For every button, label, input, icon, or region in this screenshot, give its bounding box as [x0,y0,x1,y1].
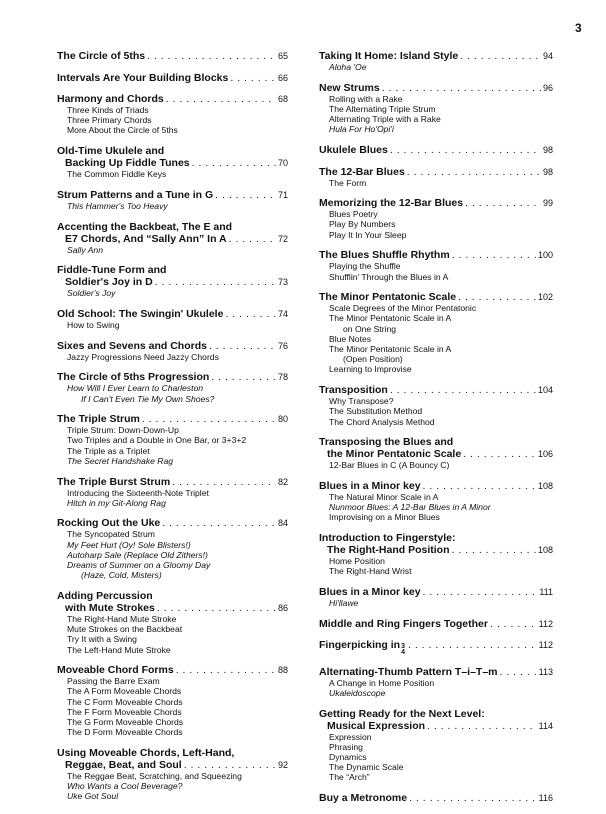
toc-entry-heading [57,664,288,676]
dot-leader [460,50,541,62]
toc-subtopic: 12-Bar Blues in C (A Bouncy C) [329,460,450,471]
toc-subtopic: The C Form Moveable Chords [67,696,183,707]
toc-entry-page: 82 [277,476,288,487]
toc-entry[interactable] [319,436,553,470]
toc-entry-page: 88 [277,665,288,676]
toc-entry-page: 66 [277,72,288,83]
toc-subtopic: The Substitution Method [329,406,423,417]
dot-leader [408,639,537,651]
toc-entry-title-line: Old-Time Ukulele and [57,145,165,158]
toc-entry-page: 84 [277,518,288,529]
toc-entry-heading [57,72,288,84]
toc-right-column [319,50,553,814]
toc-entry-title: The Minor Pentatonic Scale [319,291,457,304]
toc-entry-title-line: Accenting the Backbeat, The E and [57,220,233,233]
toc-entry-heading [319,82,553,94]
toc-entry[interactable] [57,476,288,508]
toc-song-title: The Secret Handshake Rag [67,455,174,466]
toc-subtopic: The Dynamic Scale [329,762,404,773]
toc-entry-heading [319,291,553,303]
toc-subtopic: Passing the Barre Exam [67,676,160,687]
toc-subtopic: How to Swing [67,319,120,330]
toc-subtopic: The F Form Moveable Chords [67,706,182,717]
toc-subtopic: The Alternating Triple Strum [329,103,436,114]
toc-entry-heading [57,517,288,529]
toc-entry-page: 111 [539,586,553,597]
toc-subtopic: Playing the Shuffle [329,261,401,272]
dot-leader [142,413,276,425]
toc-subtopic: Expression [329,731,372,742]
toc-subtopic: The Minor Pentatonic Scale in A [329,344,452,355]
toc-entry-title-line: Adding Percussion [57,589,153,602]
toc-entry[interactable] [319,666,553,698]
toc-song-title: Soldier's Joy [67,288,116,299]
toc-subtopic: (Open Position) [343,354,403,365]
toc-entry[interactable] [319,792,553,804]
toc-entry[interactable] [319,197,553,240]
toc-entry-heading [57,308,288,320]
toc-entry-title: The 12-Bar Blues [319,165,405,178]
toc-entry-title: The Circle of 5ths Progression [57,371,210,384]
toc-entry-page: 94 [542,51,553,61]
toc-song-title: This Hammer's Too Heavy [67,200,168,211]
toc-entry-page: 72 [277,233,288,244]
toc-song-title: Hitch in my Git-Along Rag [67,497,166,508]
toc-entry[interactable] [57,340,288,362]
toc-song-title: My Feet Hurt (Oy! Sole Blisters!) [67,539,191,550]
dot-leader [225,308,276,320]
toc-entry[interactable] [57,145,288,179]
dot-leader [230,72,276,84]
toc-entry-title: E7 Chords, And “Sally Ann” In A [65,232,227,245]
toc-entry[interactable] [57,221,288,255]
dot-leader [490,618,537,630]
toc-entry-title: Memorizing the 12-Bar Blues [319,197,464,210]
dot-leader [407,166,541,178]
dot-leader [209,340,276,352]
toc-entry-heading [319,50,553,62]
toc-song-title: Dreams of Summer on a Gloomy Day [67,560,211,571]
toc-entry[interactable] [319,82,553,135]
toc-entry-title: The Blues Shuffle Rhythm [319,249,450,262]
toc-entry-title: Alternating-Thumb Pattern T–i–T–m [319,665,498,678]
toc-entry-title: New Strums [319,81,380,94]
toc-subtopic: The G Form Moveable Chords [67,717,184,728]
toc-entry-page: 78 [277,372,288,383]
toc-entry-title: Blues in a Minor key [319,479,421,492]
toc-song-title: (Haze, Cold, Misters) [81,570,162,581]
toc-entry-title: the Minor Pentatonic Scale [327,448,462,461]
toc-subtopic: The Common Fiddle Keys [67,169,167,180]
toc-entry-page: 102 [537,292,553,303]
toc-entry-title: Middle and Ring Fingers Together [319,617,488,630]
toc-entry[interactable] [57,50,288,62]
toc-entry-heading [57,93,288,105]
toc-entry-title: Buy a Metronome [319,792,408,805]
dot-leader [155,276,276,288]
toc-entry-heading [319,166,553,178]
toc-entry-page: 73 [277,277,288,288]
toc-entry-title: Blues in a Minor key [319,585,421,598]
toc-entry[interactable] [319,708,553,783]
dot-leader [452,249,536,261]
toc-entry-title: Old School: The Swingin' Ukulele [57,307,224,320]
toc-entry-heading [57,340,288,352]
dot-leader [229,233,276,245]
toc-subtopic: Dynamics [329,752,367,762]
toc-entry-page: 114 [538,720,553,731]
toc-entry-title: Backing Up Fiddle Tunes [65,157,190,170]
toc-entry[interactable] [57,264,288,298]
toc-entry[interactable] [57,308,288,330]
toc-entry[interactable] [319,586,553,608]
toc-entry-heading [57,50,288,62]
toc-entry-title: The Triple Strum [57,413,140,426]
toc-subtopic: The Chord Analysis Method [329,416,435,427]
toc-entry[interactable] [319,291,553,374]
toc-entry-page: 96 [542,82,553,93]
toc-entry[interactable] [319,50,553,72]
toc-entry-heading [319,480,553,492]
toc-entry-heading [319,249,553,261]
toc-entry[interactable] [319,639,553,656]
dot-leader [458,291,536,303]
toc-entry-title-line: Introduction to Fingerstyle: [319,532,456,545]
toc-entry-page: 106 [537,449,553,460]
dot-leader [390,144,541,156]
toc-entry-heading [319,639,553,656]
toc-entry-title: Sixes and Sevens and Chords [57,339,207,352]
toc-subtopic: Jazzy Progressions Need Jazzy Chords [67,351,219,362]
toc-subtopic: Three Kinds of Triads [67,105,149,115]
toc-subtopic: A Change in Home Position [329,677,435,688]
dot-leader [166,93,276,105]
toc-song-title: Hula For Ho'Opi'i [329,124,394,135]
toc-entry-page: 104 [537,385,553,396]
toc-entry-title-line: Fiddle-Tune Form and [57,264,167,277]
toc-song-title: Uke Got Soul [67,791,119,802]
toc-entry-page: 112 [538,640,553,651]
toc-entry-page: 80 [277,414,288,425]
toc-entry-title: The Right-Hand Position [327,544,450,557]
toc-entry-heading [57,157,288,169]
toc-subtopic: on One String [343,323,397,334]
toc-song-title: Nunmoor Blues: A 12-Bar Blues in A Minor [329,502,491,513]
toc-subtopic: Learning to Improvise [329,364,412,375]
toc-subtopic: The Triple as a Triplet [67,445,150,456]
toc-entry-page: 70 [277,158,288,169]
toc-subtopic: Try It with a Swing [67,634,137,645]
toc-subtopic: The Right-Hand Mute Stroke [67,613,177,624]
toc-entry-heading [319,384,553,396]
toc-entry-title-line: Getting Ready for the Next Level: [319,707,485,720]
dot-leader [192,157,276,169]
toc-entry-title: Musical Expression [327,719,426,732]
toc-entry[interactable] [57,413,288,466]
toc-entry-heading [319,448,553,460]
toc-subtopic: Introducing the Sixteenth-Note Triplet [67,487,209,498]
toc-entry-heading [57,413,288,425]
time-signature-top: 3 [401,643,405,651]
toc-entry-page: 65 [277,51,288,61]
toc-entry-heading [57,371,288,383]
dot-leader [390,384,536,396]
dot-leader [465,197,541,209]
dot-leader [162,517,276,529]
toc-song-title: Who Wants a Cool Beverage? [67,781,183,792]
toc-entry-title: Soldier's Joy in D [65,276,153,289]
time-signature-bottom: 4 [401,649,405,657]
toc-entry-title: Intervals Are Your Building Blocks [57,71,229,84]
toc-entry-title: Fingerpicking in [319,639,401,652]
toc-subtopic: Phrasing [329,741,363,752]
toc-entry-title: Reggae, Beat, and Soul [65,759,182,771]
toc-subtopic: Improvising on a Minor Blues [329,512,440,523]
toc-entry-heading [319,618,553,630]
toc-subtopic: Why Transpose? [329,396,394,407]
toc-entry[interactable] [57,664,288,737]
toc-entry[interactable] [319,384,553,427]
toc-song-title: Ukaleidoscope [329,687,386,698]
dot-leader [423,480,536,492]
toc-entry[interactable] [57,747,288,802]
dot-leader [211,371,276,383]
toc-entry[interactable] [319,249,553,281]
dot-leader [172,476,276,488]
toc-subtopic: Home Position [329,556,385,567]
toc-entry-heading [57,602,288,614]
toc-entry[interactable] [319,144,553,156]
toc-entry-title: Taking It Home: Island Style [319,50,459,62]
toc-entry-page: 112 [538,618,553,629]
toc-subtopic: The A Form Moveable Chords [67,686,182,697]
toc-entry-heading [319,544,553,556]
toc-entry-heading [57,233,288,245]
dot-leader [382,82,541,94]
toc-entry-title: Moveable Chord Forms [57,664,174,677]
toc-song-title: If I Can't Even Tie My Own Shoes? [81,393,215,404]
toc-entry-page: 98 [542,145,553,156]
toc-entry-page: 74 [277,308,288,319]
toc-entry-page: 99 [542,198,553,209]
toc-entry-page: 86 [277,602,288,613]
toc-subtopic: The Form [329,177,367,188]
toc-subtopic: More About the Circle of 5ths [67,125,178,136]
toc-entry-page: 68 [277,94,288,104]
toc-entry-page: 108 [537,480,553,491]
toc-subtopic: Three Primary Chords [67,115,152,126]
toc-subtopic: The Right-Hand Wrist [329,566,412,577]
toc-song-title: Aloha 'Oe [329,62,367,72]
toc-entry-page: 116 [538,793,553,804]
toc-entry-title-line: Using Moveable Chords, Left-Hand, [57,747,235,759]
toc-entry[interactable] [319,166,553,188]
toc-subtopic: Triple Strum: Down-Down-Up [67,425,179,436]
dot-leader [500,666,537,678]
toc-subtopic: Scale Degrees of the Minor Pentatonic [329,303,477,314]
toc-entry-page: 100 [537,250,553,261]
toc-song-title: Autoharp Sale (Replace Old Zithers!) [67,549,208,560]
toc-song-title: Hi'llawe [329,597,359,608]
toc-entry[interactable] [57,93,288,136]
toc-entry-heading [319,720,553,732]
toc-entry[interactable] [319,480,553,523]
toc-subtopic: The D Form Moveable Chords [67,727,183,738]
toc-entry-title: Ukulele Blues [319,144,388,157]
toc-entry-page: 98 [542,166,553,177]
toc-entry-title: Transposition [319,384,388,397]
toc-subtopic: Blues Poetry [329,209,378,220]
toc-entry-heading [57,189,288,201]
toc-subtopic: Shufflin' Through the Blues in A [329,271,449,282]
toc-entry[interactable] [57,72,288,84]
toc-entry-heading [57,476,288,488]
toc-subtopic: Blue Notes [329,333,372,344]
toc-subtopic: The Reggae Beat, Scratching, and Squeezing [67,771,242,781]
dot-leader [452,544,536,556]
toc-entry-page: 108 [537,545,553,556]
toc-entry-heading [319,792,553,804]
toc-entry[interactable] [57,590,288,655]
dot-leader [215,189,276,201]
toc-entry-heading [319,666,553,678]
toc-subtopic: The Left-Hand Mute Stroke [67,644,171,655]
dot-leader [409,792,537,804]
toc-entry-heading [319,197,553,209]
toc-subtopic: Play By Numbers [329,219,396,230]
toc-entry[interactable] [57,517,288,580]
toc-entry[interactable] [57,189,288,211]
dot-leader [423,586,538,598]
toc-subtopic: The Syncopated Strum [67,529,155,540]
toc-entry-title: Strum Patterns and a Tune in G [57,188,214,201]
toc-entry-page: 71 [277,189,288,200]
time-signature [401,644,405,656]
toc-song-title: How Will I Ever Learn to Charleston [67,383,204,394]
toc-entry-page: 92 [277,760,288,770]
toc-entry-title: with Mute Strokes [65,601,155,614]
toc-entry-title-line: Transposing the Blues and [319,436,454,449]
dot-leader [463,448,536,460]
toc-left-column [57,50,288,811]
toc-entry-heading [57,276,288,288]
toc-subtopic: Play It In Your Sleep [329,229,407,240]
toc-entry[interactable] [319,618,553,630]
toc-entry-heading [319,144,553,156]
toc-subtopic: Alternating Triple with a Rake [329,114,441,125]
toc-entry-heading [319,586,553,598]
toc-subtopic: The Minor Pentatonic Scale in A [329,313,452,324]
toc-entry-page: 113 [538,666,553,677]
dot-leader [184,759,276,771]
toc-entry-title: Harmony and Chords [57,93,164,105]
toc-entry-page: 76 [277,340,288,351]
toc-entry[interactable] [319,532,553,576]
toc-subtopic: The “Arch” [329,772,370,783]
toc-song-title: Sally Ann [67,244,103,255]
dot-leader [147,50,276,62]
toc-entry-heading [57,759,288,771]
toc-entry-title: The Circle of 5ths [57,50,146,62]
toc-entry-title: Rocking Out the Uke [57,517,161,530]
toc-entry[interactable] [57,371,288,403]
toc-entry-title: The Triple Burst Strum [57,475,171,488]
toc-subtopic: Two Triples and a Double in One Bar, or 3+3+2 [67,435,247,446]
dot-leader [157,602,276,614]
dot-leader [176,664,276,676]
toc-subtopic: Rolling with a Rake [329,93,403,104]
toc-subtopic: The Natural Minor Scale in A [329,491,439,502]
dot-leader [427,720,537,732]
page-number: 3 [575,21,582,35]
toc-subtopic: Mute Strokes on the Backbeat [67,624,183,635]
